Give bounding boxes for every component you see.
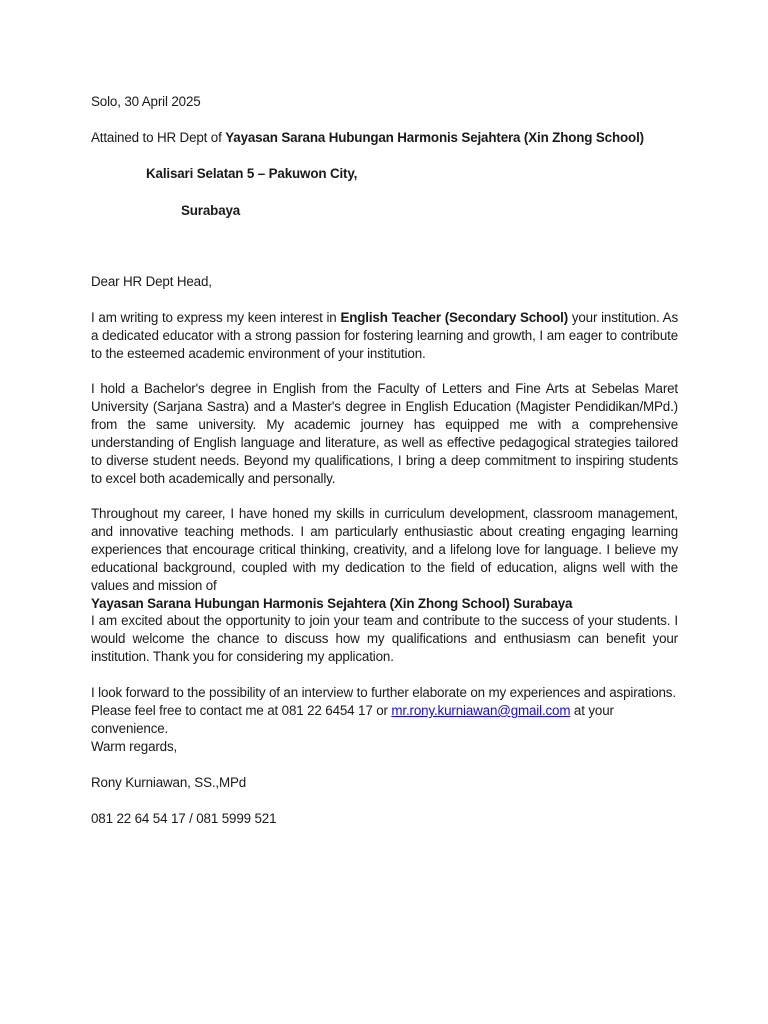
paragraph-interest-before: I am writing to express my keen interest in — [91, 310, 341, 325]
paragraph-career-text: Throughout my career, I have honed my skills in curriculum development, classroom management, and innovative teaching methods. I am particularly enthusiastic about creating engaging learning experiences that encourage critical thinking, creativity, and a lifelong love for language. I believe my educational background, coupled with my dedication to the field of education, aligns well with the values and mission of — [91, 506, 678, 593]
career-organization: Yayasan Sarana Hubungan Harmonis Sejahtera (Xin Zhong School) Surabaya — [91, 596, 573, 611]
signature-name: Rony Kurniawan, SS.,MPd — [91, 775, 247, 790]
recipient-line — [91, 129, 644, 147]
address-line-2 — [181, 202, 240, 220]
paragraph-education: I hold a Bachelor's degree in English from the Faculty of Letters and Fine Arts at Sebelas Maret University (Sarjana Sastra) and a Master's degree in English Education (Magister Pendidikan/MPd.) from the same university. My academic journey has equipped me with a comprehensive understanding of English language and literature, as well as effective pedagogical strategies tailored to diverse student needs. Beyond my qualifications, I bring a deep commitment to inspiring students to excel both academically and personally. — [91, 381, 678, 486]
recipient-prefix: Attained to HR Dept of — [91, 130, 226, 145]
paragraph-excited: I am excited about the opportunity to join your team and contribute to the success of your students. I would welcome the chance to discuss how my qualifications and enthusiasm can benefit your institution. Thank you for considering my application. — [91, 613, 678, 664]
letter-date: Solo, 30 April 2025 — [91, 94, 201, 109]
position-title: English Teacher (Secondary School) — [340, 310, 568, 325]
email-link[interactable]: mr.rony.kurniawan@gmail.com — [391, 703, 571, 718]
paragraph-contact-after: at your convenience. — [91, 703, 614, 736]
paragraph-contact — [91, 684, 678, 738]
paragraph-interest-after: your institution. As a dedicated educator with a strong passion for fostering learning and growth, I am eager to contribute to the esteemed academic environment of your institution. — [91, 310, 678, 361]
address-street: Kalisari Selatan 5 – Pakuwon City, — [146, 166, 358, 181]
address-line-1 — [146, 165, 357, 183]
closing: Warm regards, — [91, 739, 178, 754]
salutation: Dear HR Dept Head, — [91, 274, 212, 289]
paragraph-contact-before: I look forward to the possibility of an interview to further elaborate on my experiences and aspirations. Please feel free to contact me at 081 22 6454 17 or — [91, 685, 676, 718]
recipient-organization: Yayasan Sarana Hubungan Harmonis Sejahtera (Xin Zhong School) — [225, 130, 644, 145]
address-city: Surabaya — [181, 203, 241, 218]
paragraph-interest — [91, 309, 678, 363]
signature-phone: 081 22 64 54 17 / 081 5999 521 — [91, 811, 277, 826]
paragraph-career — [91, 505, 678, 613]
